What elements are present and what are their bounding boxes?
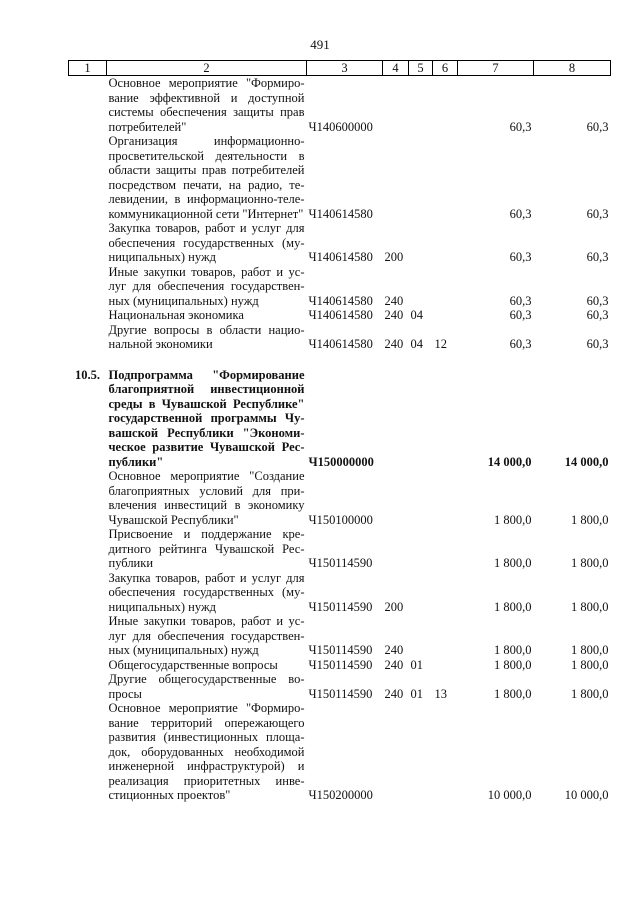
- table-row: [69, 323, 611, 352]
- column-header: 1: [69, 61, 107, 76]
- section-code: [409, 701, 433, 803]
- amount-col8: 60,3: [586, 119, 609, 134]
- section-code: [409, 221, 433, 265]
- amount-col8: 14 000,0: [564, 454, 609, 469]
- row-name: Национальная экономика: [108, 308, 244, 322]
- section-code: [409, 527, 433, 571]
- amount-col8: 1 800,0: [571, 512, 609, 527]
- budget-code: Ч140600000: [308, 119, 373, 134]
- row-name: Иные закупки товаров, работ и услуг для обеспечения государственных (муниципальных) нужд: [108, 264, 305, 308]
- table-spacer-row: [69, 352, 611, 368]
- subsection-code: [433, 308, 458, 323]
- section-code: [409, 571, 433, 615]
- amount-col8: 60,3: [586, 293, 609, 308]
- subsection-code: [433, 76, 458, 135]
- column-header: 4: [383, 61, 409, 76]
- amount-col7: 60,3: [509, 337, 532, 351]
- table-row: [69, 672, 611, 701]
- amount-col8: 1 800,0: [571, 599, 609, 614]
- budget-code: Ч140614580: [308, 308, 373, 322]
- row-number: [69, 469, 107, 527]
- amount-col7: 1 800,0: [494, 599, 532, 614]
- table-row: [69, 368, 611, 470]
- expense-type-code: 200: [384, 250, 404, 264]
- row-name: Закупка товаров, работ и услуг для обеспечения государственных (муниципальных) нужд: [108, 570, 305, 614]
- table-row: [69, 658, 611, 673]
- row-name: Другие общегосударственные вопросы: [108, 672, 305, 701]
- table-row: [69, 265, 611, 309]
- expense-type-code: 240: [384, 643, 404, 657]
- expense-type-code: [383, 76, 409, 135]
- section-code: [409, 265, 433, 309]
- expense-type-code: [383, 469, 409, 527]
- subsection-code: [433, 221, 458, 265]
- budget-code: Ч150000000: [308, 454, 374, 469]
- expense-type-code: 240: [384, 657, 404, 672]
- column-header: 8: [534, 61, 611, 76]
- row-name: Основное мероприятие "Создание благоприятных условий для привлечения инвестиций в экономику Чувашской Республики": [108, 469, 305, 527]
- row-number: [69, 323, 107, 352]
- expense-type-code: [383, 701, 409, 803]
- table-row: [69, 134, 611, 221]
- section-code: 04: [410, 308, 423, 322]
- amount-col7: 60,3: [509, 308, 532, 322]
- amount-col7: 60,3: [509, 119, 532, 134]
- amount-col7: 1 800,0: [494, 686, 532, 701]
- subsection-code: 12: [434, 337, 447, 351]
- column-header: 6: [433, 61, 458, 76]
- budget-code: Ч150100000: [308, 512, 373, 527]
- column-header: 5: [409, 61, 433, 76]
- table-row: [69, 76, 611, 135]
- amount-col7: 14 000,0: [487, 454, 532, 469]
- expense-type-code: 240: [384, 293, 404, 308]
- column-header: 7: [458, 61, 534, 76]
- expense-type-code: 240: [384, 686, 404, 701]
- expense-type-code: [383, 368, 409, 470]
- budget-table: [68, 60, 611, 803]
- row-number: [69, 265, 107, 309]
- subsection-code: [433, 527, 458, 571]
- row-name: Закупка товаров, работ и услуг для обеспечения государственных (муниципальных) нужд: [108, 221, 305, 264]
- amount-col8: 10 000,0: [564, 788, 609, 802]
- amount-col8: 60,3: [586, 250, 609, 264]
- budget-code: Ч150114590: [308, 686, 373, 701]
- subsection-code: [433, 658, 458, 673]
- budget-code: Ч150114590: [308, 643, 373, 657]
- row-number: [69, 76, 107, 135]
- budget-code: Ч150114590: [308, 657, 373, 672]
- spacer-cell: [69, 352, 611, 368]
- subsection-code: [433, 265, 458, 309]
- subsection-code: [433, 469, 458, 527]
- expense-type-code: [383, 134, 409, 221]
- budget-code: Ч150114590: [308, 556, 373, 570]
- row-name: Организация информационно-просветительской деятельности в области защиты прав потребителей посредством печати, на радио, телевидении, в информационно-телекоммуникационной сети "Интернет": [108, 134, 305, 221]
- table-row: [69, 701, 611, 803]
- table-row: [69, 614, 611, 658]
- table-row: [69, 469, 611, 527]
- row-number: [69, 134, 107, 221]
- amount-col7: 60,3: [509, 206, 532, 221]
- row-number: [69, 571, 107, 615]
- row-number: [69, 527, 107, 571]
- section-code: [409, 469, 433, 527]
- budget-code: Ч140614580: [308, 206, 373, 221]
- page-number: 491: [310, 37, 330, 52]
- amount-col8: 1 800,0: [571, 643, 609, 657]
- row-number: [69, 308, 107, 323]
- section-code: [409, 368, 433, 470]
- subsection-code: [433, 571, 458, 615]
- section-code: 04: [410, 337, 423, 351]
- row-number: [69, 221, 107, 265]
- amount-col7: 60,3: [509, 250, 532, 264]
- amount-col8: 1 800,0: [571, 556, 609, 570]
- amount-col8: 1 800,0: [571, 657, 609, 672]
- row-name: Присвоение и поддержание кредитного рейтинга Чувашской Республики: [108, 527, 305, 570]
- amount-col8: 1 800,0: [571, 686, 609, 701]
- subsection-code: [433, 614, 458, 658]
- row-name: Общегосударственные вопросы: [108, 657, 278, 672]
- amount-col7: 1 800,0: [494, 657, 532, 672]
- expense-type-code: 200: [384, 599, 404, 614]
- row-number: 10.5.: [75, 367, 100, 382]
- table-body: [69, 76, 611, 803]
- column-header: 2: [107, 61, 307, 76]
- expense-type-code: [383, 527, 409, 571]
- amount-col8: 60,3: [586, 308, 609, 322]
- row-name: Иные закупки товаров, работ и услуг для обеспечения государственных (муниципальных) нужд: [108, 614, 305, 657]
- table-row: [69, 527, 611, 571]
- section-code: 01: [410, 686, 423, 701]
- amount-col8: 60,3: [586, 337, 609, 351]
- amount-col7: 1 800,0: [494, 556, 532, 570]
- section-code: [409, 614, 433, 658]
- row-name: Основное мероприятие "Формирование территорий опережающего развития (инвестиционных площадок, оборудованных необходимой инженерной инфраструктурой) и реализация приоритетных инвестиционных проектов": [108, 701, 305, 802]
- budget-code: Ч150114590: [308, 599, 373, 614]
- table-header-row: [69, 61, 611, 76]
- budget-code: Ч150200000: [308, 788, 373, 802]
- table-row: [69, 571, 611, 615]
- row-number: [69, 701, 107, 803]
- row-name: Подпрограмма "Формирование благоприятной инвестиционной среды в Чувашской Республике" государственной программы Чувашской Республики "Экономическое развитие Чувашской Республики": [108, 367, 305, 469]
- row-number: [69, 672, 107, 701]
- amount-col7: 60,3: [509, 293, 532, 308]
- budget-code: Ч140614580: [308, 293, 373, 308]
- section-code: 01: [410, 657, 423, 672]
- row-number: [69, 614, 107, 658]
- section-code: [409, 134, 433, 221]
- amount-col7: 1 800,0: [494, 643, 532, 657]
- subsection-code: [433, 368, 458, 470]
- row-name: Основное мероприятие "Формирование эффективной и доступной системы обеспечения защиты прав потребителей": [108, 76, 305, 134]
- expense-type-code: 240: [384, 337, 404, 351]
- budget-code: Ч140614580: [308, 250, 373, 264]
- row-number: [69, 658, 107, 673]
- subsection-code: [433, 701, 458, 803]
- amount-col7: 1 800,0: [494, 512, 532, 527]
- row-name: Другие вопросы в области национальной экономики: [108, 322, 305, 351]
- section-code: [409, 76, 433, 135]
- amount-col7: 10 000,0: [487, 788, 532, 802]
- table-row: [69, 221, 611, 265]
- subsection-code: [433, 134, 458, 221]
- expense-type-code: 240: [384, 308, 404, 322]
- table-row: [69, 308, 611, 323]
- budget-code: Ч140614580: [308, 337, 373, 351]
- subsection-code: 13: [434, 686, 447, 701]
- column-header: 3: [307, 61, 383, 76]
- amount-col8: 60,3: [586, 206, 609, 221]
